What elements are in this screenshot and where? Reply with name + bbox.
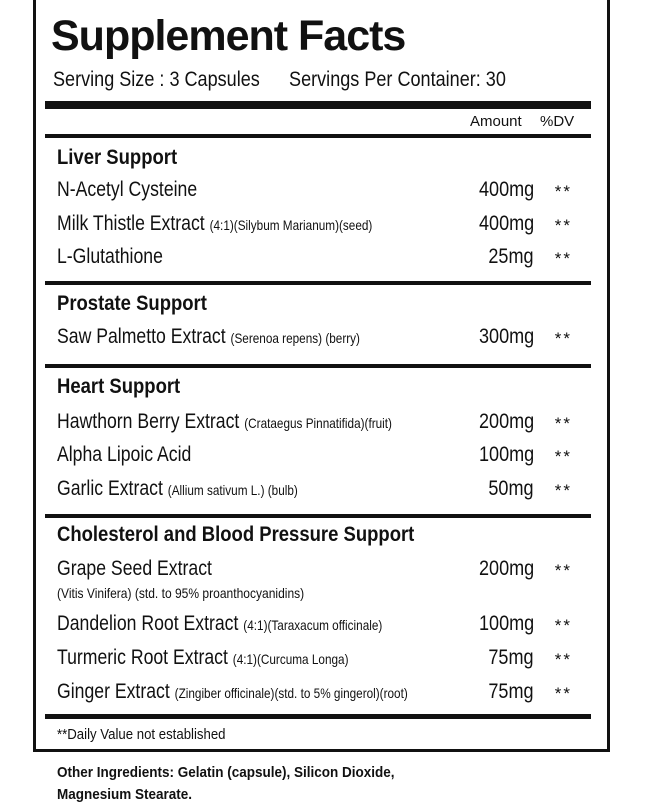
ingredient-dv: ** (554, 414, 572, 433)
ingredient-row (57, 407, 572, 439)
ingredient-row (57, 242, 572, 274)
other-ingredients-line: Magnesium Stearate. (57, 786, 193, 803)
ingredient-dv: ** (554, 650, 572, 669)
section-title-cholesterol: Cholesterol and Blood Pressure Support (57, 523, 415, 546)
ingredient-row (57, 322, 572, 354)
ingredient-name: Hawthorn Berry Extract (Crataegus Pinnatifida)(fruit) (57, 410, 392, 433)
ingredient-amount: 50mg (488, 477, 534, 500)
ingredient-detail: (4:1)(Curcuma Longa) (232, 651, 349, 667)
section-title-heart: Heart Support (57, 375, 181, 398)
ingredient-detail-line: (Vitis Vinifera) (std. to 95% proanthocyanidins) (57, 585, 305, 601)
section-divider (45, 281, 591, 285)
ingredient-amount: 75mg (488, 680, 534, 703)
ingredient-row (57, 175, 572, 207)
ingredient-row (57, 677, 572, 709)
ingredient-row (57, 440, 572, 472)
ingredient-amount: 25mg (488, 245, 534, 268)
ingredient-name: Garlic Extract (Allium sativum L.) (bulb) (57, 477, 298, 500)
ingredient-detail: (4:1)(Taraxacum officinale) (243, 617, 383, 633)
other-ingredients (57, 762, 395, 806)
ingredient-dv: ** (554, 481, 572, 500)
ingredient-amount: 75mg (488, 646, 534, 669)
ingredient-detail: (4:1)(Silybum Marianum)(seed) (209, 217, 373, 233)
ingredient-dv: ** (554, 447, 572, 466)
other-ingredients-line: Other Ingredients: Gelatin (capsule), Silicon Dioxide, (57, 764, 395, 781)
thick-divider (45, 101, 591, 109)
ingredient-name: Ginger Extract (Zingiber officinale)(std. to 5% gingerol)(root) (57, 680, 408, 703)
section-title-prostate: Prostate Support (57, 292, 207, 315)
ingredient-amount: 100mg (478, 443, 534, 466)
serving-size: Serving Size : 3 Capsules (53, 68, 260, 91)
ingredient-row (57, 643, 572, 675)
ingredient-dv: ** (554, 561, 572, 580)
ingredient-row (57, 474, 572, 506)
ingredient-dv: ** (554, 249, 572, 268)
ingredient-name: N-Acetyl Cysteine (57, 178, 198, 201)
bottom-divider (45, 714, 591, 719)
ingredient-detail: (Allium sativum L.) (bulb) (167, 482, 298, 498)
ingredient-name: Milk Thistle Extract (4:1)(Silybum Marianum)(seed) (57, 212, 373, 235)
ingredient-row (57, 609, 572, 641)
ingredient-amount: 300mg (478, 325, 534, 348)
ingredient-amount: 400mg (478, 212, 534, 235)
section-divider (45, 514, 591, 518)
ingredient-row (57, 209, 572, 241)
ingredient-amount: 400mg (478, 178, 534, 201)
panel-title: Supplement Facts (51, 12, 406, 60)
ingredient-dv: ** (554, 684, 572, 703)
ingredient-name: Grape Seed Extract (57, 557, 212, 580)
ingredient-amount: 200mg (478, 557, 534, 580)
servings-per-container: Servings Per Container: 30 (289, 68, 506, 91)
ingredient-name: Turmeric Root Extract (4:1)(Curcuma Longa) (57, 646, 349, 669)
ingredient-dv: ** (554, 216, 572, 235)
section-title-liver: Liver Support (57, 146, 178, 169)
ingredient-name: Dandelion Root Extract (4:1)(Taraxacum officinale) (57, 612, 383, 635)
ingredient-row (57, 554, 572, 586)
section-divider (45, 364, 591, 368)
dv-header: %DV (540, 113, 575, 130)
ingredient-name: L-Glutathione (57, 245, 163, 268)
amount-header: Amount (470, 113, 522, 130)
medium-divider (45, 134, 591, 138)
ingredient-name: Alpha Lipoic Acid (57, 443, 192, 466)
ingredient-name: Saw Palmetto Extract (Serenoa repens) (berry) (57, 325, 360, 348)
ingredient-dv: ** (554, 616, 572, 635)
footnote: **Daily Value not established (57, 726, 226, 743)
ingredient-detail: (Serenoa repens) (berry) (230, 330, 360, 346)
serving-info (53, 65, 506, 95)
ingredient-detail: (Zingiber officinale)(std. to 5% gingerol)(root) (174, 685, 408, 701)
ingredient-dv: ** (554, 182, 572, 201)
ingredient-dv: ** (554, 329, 572, 348)
ingredient-amount: 100mg (478, 612, 534, 635)
ingredient-detail: (Crataegus Pinnatifida)(fruit) (244, 415, 392, 431)
ingredient-amount: 200mg (478, 410, 534, 433)
